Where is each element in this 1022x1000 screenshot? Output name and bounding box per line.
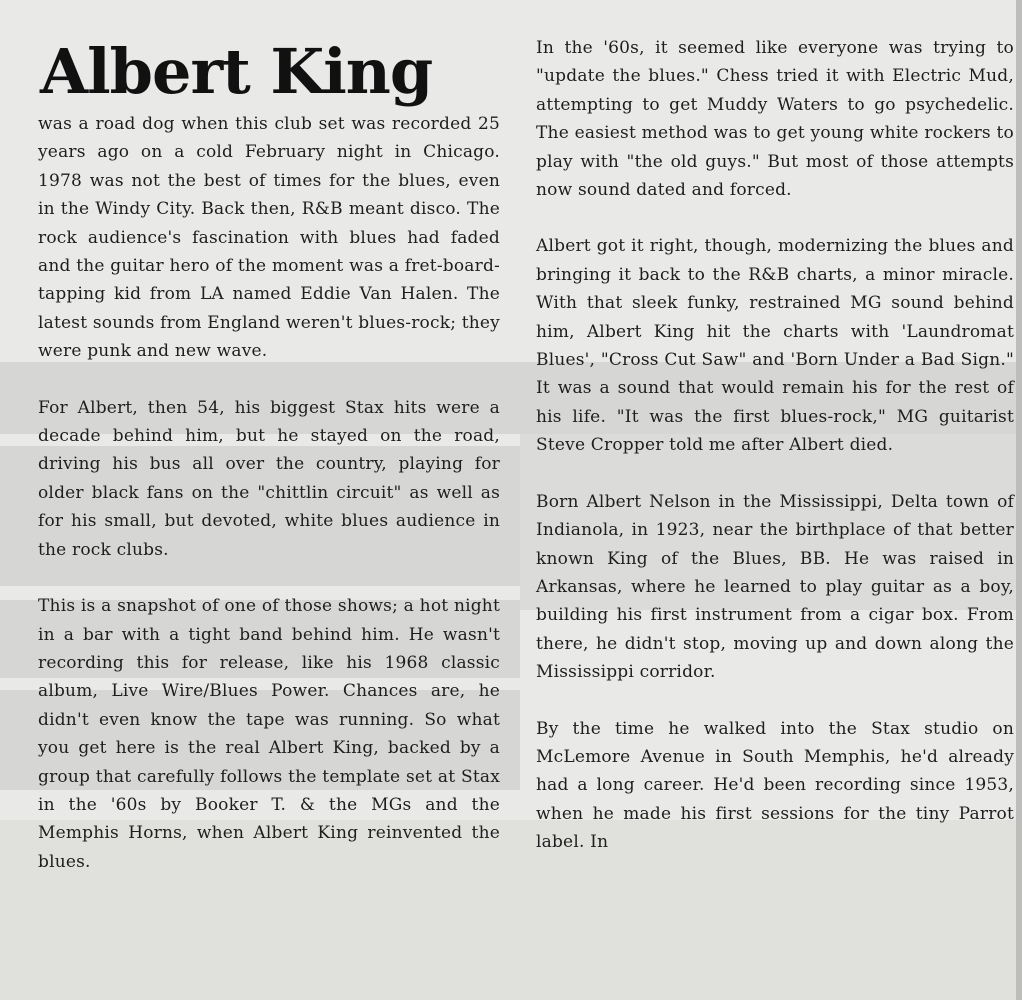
paragraph: was a road dog when this club set was recorded 25 years ago on a cold February night in Chicago. 1978 was not the best of times for the blues, even in the Windy City. Back then, R&B meant disco. The rock audience's fascination with blues had faded and the guitar hero of the moment was a fret-board-tapping kid from LA named Eddie Van Halen. The latest sounds from England weren't blues-rock; they were punk and new wave.: [38, 114, 500, 362]
paragraph: By the time he walked into the Stax studio on McLemore Avenue in South Memphis, he'd already had a long career. He'd been recording since 1953, when he made his first sessions for the tiny Parrot label. In: [536, 718, 1014, 853]
right-column: [536, 34, 1014, 885]
paragraph: Born Albert Nelson in the Mississippi, Delta town of Indianola, in 1923, near the birthplace of that better known King of the Blues, BB. He was raised in Arkansas, where he learned to play guitar as a boy, building his first instrument from a cigar box. From there, he didn't stop, moving up and down along the Mississippi corridor.: [536, 491, 1014, 683]
paragraph: This is a snapshot of one of those shows; a hot night in a bar with a tight band behind him. He wasn't recording this for release, like his 1968 classic album, Live Wire/Blues Power. Chances are, he didn't even know the tape was running. So what you get here is the real Albert King, backed by a group that carefully follows the template set at Stax in the '60s by Booker T. & the MGs and the Memphis Horns, when Albert King reinvented the blues.: [38, 596, 500, 872]
page-edge: [1016, 0, 1022, 1000]
paragraph: In the '60s, it seemed like everyone was trying to "update the blues." Chess tried it with Electric Mud, attempting to get Muddy Waters to go psychedelic. The easiest method was to get young white rockers to play with "the old guys." But most of those attempts now sound dated and forced.: [536, 38, 1014, 201]
paragraph: Albert got it right, though, modernizing the blues and bringing it back to the R&B charts, a minor miracle. With that sleek funky, restrained MG sound behind him, Albert King hit the charts with 'Laundromat Blues', "Cross Cut Saw" and 'Born Under a Bad Sign." It was a sound that would remain his for the rest of his life. "It was the first blues-rock," MG guitarist Steve Cropper told me after Albert died.: [536, 236, 1014, 456]
article-title: Albert King: [40, 35, 433, 108]
paragraph: For Albert, then 54, his biggest Stax hits were a decade behind him, but he stayed on the road, driving his bus all over the country, playing for older black fans on the "chittlin circuit" as well as for his small, but devoted, white blues audience in the rock clubs.: [38, 397, 500, 560]
left-column: [38, 0, 500, 904]
